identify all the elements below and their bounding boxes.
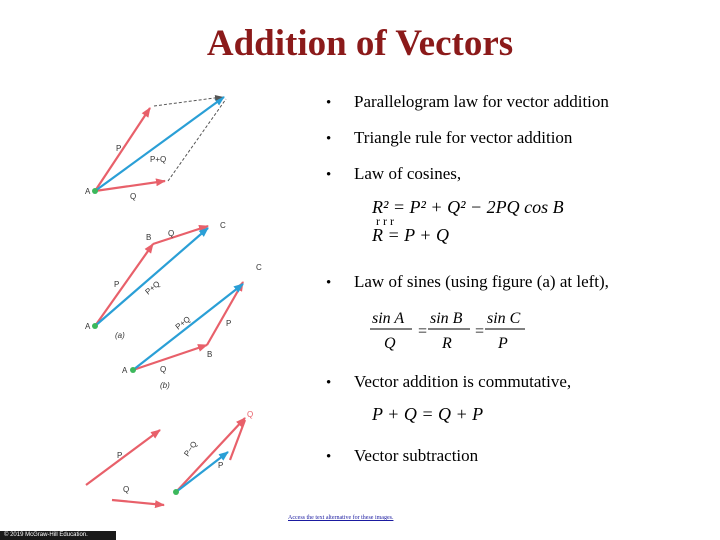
label-p-right: P xyxy=(218,461,224,470)
label-b: B xyxy=(207,350,213,359)
bullet-text: Vector subtraction xyxy=(354,446,479,465)
bullet-text: Parallelogram law for vector addition xyxy=(354,92,609,111)
label-q: Q xyxy=(160,365,167,374)
cosines-line-1: R² = P² + Q² − 2PQ cos B xyxy=(372,197,564,217)
triangle-figure-a xyxy=(85,221,226,340)
label-p-plus-q: P+Q xyxy=(173,314,193,332)
vector-p xyxy=(95,108,150,191)
subtraction-figure xyxy=(86,410,253,505)
label-p-plus-q: P+Q xyxy=(150,155,167,164)
vector-q xyxy=(133,345,207,370)
text-alternative-link[interactable]: Access the text alternative for these images. xyxy=(288,515,394,521)
svg-text:sin B: sin B xyxy=(430,310,463,327)
point-a xyxy=(92,188,98,194)
point-origin xyxy=(173,489,179,495)
label-c: C xyxy=(256,263,262,272)
vector-p-plus-q xyxy=(95,228,208,326)
slide-title: Addition of Vectors xyxy=(206,23,514,64)
vector-p-left xyxy=(86,430,160,485)
bullet-commutative: • Vector addition is commutative, xyxy=(326,372,572,391)
bullet-text: Law of sines (using figure (a) at left), xyxy=(354,272,609,291)
label-p-plus-q: P+Q xyxy=(143,279,162,297)
label-a: A xyxy=(122,366,128,375)
bullet-parallelogram: • Parallelogram law for vector addition xyxy=(326,92,609,111)
label-p-left: P xyxy=(117,451,123,460)
law-of-cosines-equation xyxy=(372,198,564,244)
bullet-subtraction: • Vector subtraction xyxy=(326,446,479,465)
svg-text:=: = xyxy=(474,323,485,340)
cosines-line-2: R = P + Q xyxy=(372,225,449,245)
caption-a: (a) xyxy=(115,331,125,340)
commutative-equation: P + Q = Q + P xyxy=(372,404,484,424)
label-a: A xyxy=(85,322,91,331)
label-p: P xyxy=(226,319,232,328)
svg-text:=: = xyxy=(417,323,428,340)
vector-p-minus-q xyxy=(176,452,228,492)
svg-text:sin C: sin C xyxy=(487,310,521,327)
parallelogram-figure xyxy=(85,97,226,201)
label-p: P xyxy=(116,144,122,153)
bullet-cosines: • Law of cosines, xyxy=(326,164,462,183)
copyright-bar xyxy=(0,531,116,540)
dashed-side-right xyxy=(168,99,226,181)
label-p: P xyxy=(114,280,120,289)
triangle-figure-b xyxy=(122,263,262,390)
label-q-bottom: Q xyxy=(123,485,130,494)
bullet-text: Law of cosines, xyxy=(354,164,462,183)
label-b: B xyxy=(146,233,152,242)
cosines-vector-marks: r r r xyxy=(376,214,394,228)
bullet-sines: • Law of sines (using figure (a) at left), xyxy=(326,272,609,291)
bullet-triangle: • Triangle rule for vector addition xyxy=(326,128,573,147)
sines-fraction-svg xyxy=(370,306,530,356)
point-a xyxy=(92,323,98,329)
label-q: Q xyxy=(168,229,175,238)
label-c: C xyxy=(220,221,226,230)
point-a xyxy=(130,367,136,373)
label-q: Q xyxy=(130,192,137,201)
copyright-text: © 2019 McGraw-Hill Education. xyxy=(4,532,88,538)
label-q-top: Q xyxy=(247,410,254,419)
svg-text:sin A: sin A xyxy=(372,310,405,327)
vector-p-plus-q xyxy=(95,97,224,191)
svg-text:Q: Q xyxy=(384,335,396,352)
label-p-minus-q: P−Q xyxy=(182,439,199,459)
caption-b: (b) xyxy=(160,381,170,390)
vector-q-bottom xyxy=(112,500,164,505)
law-of-sines-equation xyxy=(370,306,530,361)
bullet-text: Triangle rule for vector addition xyxy=(354,128,573,147)
bullet-text: Vector addition is commutative, xyxy=(354,372,572,391)
vector-p xyxy=(95,244,153,326)
svg-text:R: R xyxy=(442,335,452,352)
label-a: A xyxy=(85,187,91,196)
svg-text:P: P xyxy=(498,335,508,352)
vector-p xyxy=(207,282,243,345)
